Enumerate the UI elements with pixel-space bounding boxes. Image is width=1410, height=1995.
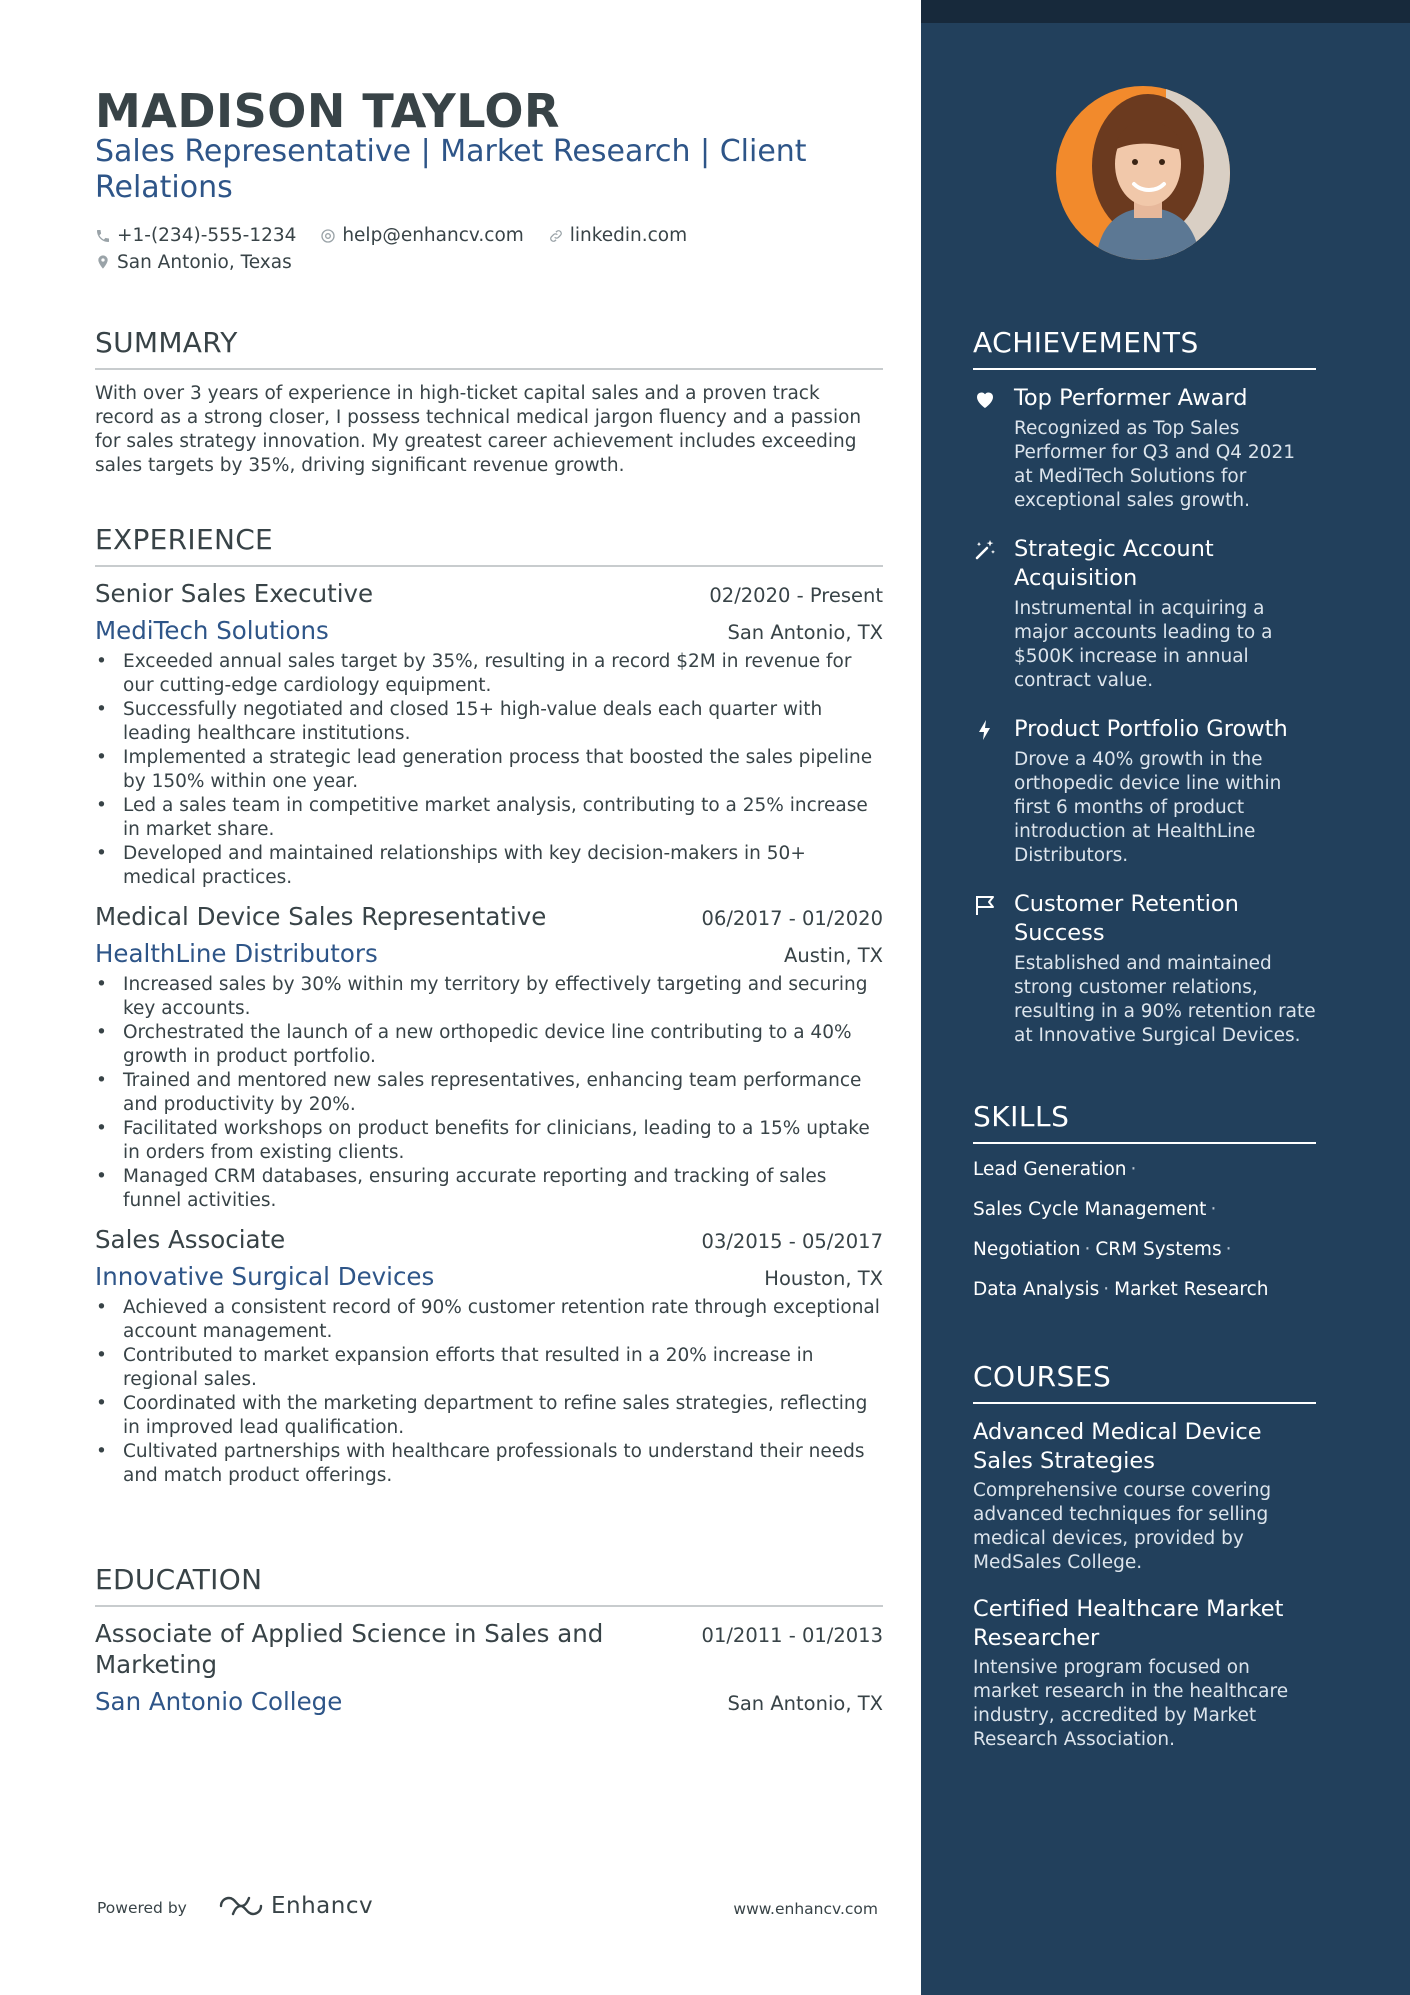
job-location: San Antonio, TX [727,621,883,644]
job-bullets [95,973,883,1213]
education-dates: 01/2011 - 01/2013 [701,1624,883,1647]
job-bullet: • Increased sales by 30% within my territory by effectively targeting and securing key accounts. [95,973,883,1021]
job-bullet: • Exceeded annual sales target by 35%, resulting in a record $2M in revenue for our cutting-edge cardiology equipment. [95,650,883,698]
job-bullet: • Achieved a consistent record of 90% customer retention rate through exceptional account management. [95,1296,883,1344]
sidebar [921,0,1410,1995]
job-company: Innovative Surgical Devices [95,1262,435,1291]
achievement-desc: Instrumental in acquiring a major accounts leading to a $500K increase in annual contract value. [1014,598,1273,691]
job-bullet: • Contributed to market expansion efforts that resulted in a 20% increase in regional sales. [95,1344,883,1392]
job-entry [95,1224,883,1488]
location-text: San Antonio, Texas [117,251,292,273]
degree-title: Associate of Applied Science in Sales and Marketing [95,1619,604,1679]
enhancv-logo[interactable] [217,1893,373,1919]
enhancv-brand-name: Enhancv [271,1893,374,1919]
skill-item: Lead Generation [973,1159,1127,1180]
phone-icon [95,228,111,244]
achievement-item [973,890,1316,1048]
job-bullet: • Coordinated with the marketing department to refine sales strategies, reflecting in improved lead qualification. [95,1392,883,1440]
achievement-item [973,715,1316,868]
site-url[interactable]: www.enhancv.com [733,1900,878,1918]
job-title: Sales Associate [95,1225,286,1254]
email-contact[interactable] [320,223,523,248]
courses-section [973,1360,1316,1772]
flag-icon [973,893,997,917]
achievement-desc: Recognized as Top Sales Performer for Q3 and Q4 2021 at MediTech Solutions for exceptional sales growth. [1014,418,1295,511]
job-location: Austin, TX [784,944,883,967]
skill-row [973,1198,1316,1222]
magic-wand-icon [973,538,997,562]
job-title: Medical Device Sales Representative [95,902,547,931]
course-title: Advanced Medical Device Sales Strategies [973,1419,1262,1474]
location-pin-icon [95,254,111,270]
job-bullet: • Implemented a strategic lead generation process that boosted the sales pipeline by 150% within one year. [95,746,883,794]
job-entry [95,901,883,1213]
course-desc: Intensive program focused on market research in the healthcare industry, accredited by Market Research Association. [973,1657,1289,1750]
skill-separator: · [1084,1239,1091,1260]
phone-text: +1-(234)-555-1234 [117,225,297,246]
achievement-item [973,384,1316,513]
job-company: HealthLine Distributors [95,939,378,968]
achievement-title: Customer Retention Success [1014,891,1239,946]
job-dates: 03/2015 - 05/2017 [701,1230,883,1253]
linkedin-text: linkedin.com [569,225,688,246]
job-dates: 06/2017 - 01/2020 [701,907,883,930]
at-sign-icon [320,228,336,244]
enhancv-logo-icon [217,1893,265,1919]
linkedin-contact[interactable] [548,223,687,248]
job-bullets [95,1296,883,1488]
skill-item: Sales Cycle Management [973,1199,1207,1220]
education-section [95,1563,883,1716]
achievements-section [973,326,1316,1070]
skill-row [973,1158,1316,1182]
job-entry [95,578,883,890]
education-heading: EDUCATION [95,1563,883,1607]
contact-info [95,223,883,276]
job-bullet: • Led a sales team in competitive market analysis, contributing to a 25% increase in market share. [95,794,883,842]
job-location: Houston, TX [764,1267,883,1290]
job-company: MediTech Solutions [95,616,329,645]
footer [97,1893,882,1927]
candidate-headline: Sales Representative | Market Research | Client Relations [95,134,807,205]
candidate-name: MADISON TAYLOR [95,84,560,138]
course-item [973,1418,1316,1575]
job-bullet: • Trained and mentored new sales representatives, enhancing team performance and productivity by 20%. [95,1069,883,1117]
job-bullet: • Cultivated partnerships with healthcare professionals to understand their needs and match product offerings. [95,1440,883,1488]
location-contact [95,250,292,275]
skill-separator: · [1210,1199,1217,1220]
skill-item: CRM Systems [1095,1239,1222,1260]
lightning-bolt-icon [973,718,997,742]
summary-text: With over 3 years of experience in high-ticket capital sales and a proven track record as a strong closer, I possess technical medical jargon fluency and a passion for sales strategy innovation. My greatest career achievement includes exceeding sales targets by 35%, driving significant revenue growth. [95,383,862,476]
experience-heading: EXPERIENCE [95,523,883,567]
job-dates: 02/2020 - Present [709,584,883,607]
email-text: help@enhancv.com [342,225,524,246]
job-title: Senior Sales Executive [95,579,374,608]
skill-separator: · [1225,1239,1232,1260]
job-bullet: • Managed CRM databases, ensuring accurate reporting and tracking of sales funnel activities. [95,1165,883,1213]
achievements-heading: ACHIEVEMENTS [973,326,1316,370]
job-bullet: • Developed and maintained relationships with key decision-makers in 50+ medical practices. [95,842,883,890]
experience-section [95,523,883,1488]
phone-contact[interactable] [95,223,296,248]
summary-section [95,326,883,478]
achievement-title: Top Performer Award [1014,385,1248,411]
profile-photo [1056,86,1230,260]
courses-heading: COURSES [973,1360,1316,1404]
education-entry [95,1618,883,1716]
skills-heading: SKILLS [973,1100,1316,1144]
job-bullet: • Orchestrated the launch of a new orthopedic device line contributing to a 40% growth in product portfolio. [95,1021,883,1069]
avatar-portrait [1056,86,1230,260]
school-name: San Antonio College [95,1687,343,1716]
achievement-title: Product Portfolio Growth [1014,716,1288,742]
course-title: Certified Healthcare Market Researcher [973,1596,1284,1651]
achievement-title: Strategic Account Acquisition [1014,536,1214,591]
skills-section [973,1100,1316,1318]
course-desc: Comprehensive course covering advanced techniques for selling medical devices, provided by MedSales College. [973,1480,1272,1573]
achievement-item [973,535,1316,693]
skill-item: Negotiation [973,1239,1081,1260]
link-icon [548,228,564,244]
skill-row [973,1278,1316,1302]
job-bullets [95,650,883,890]
school-location: San Antonio, TX [727,1692,883,1715]
skill-separator: · [1103,1279,1110,1300]
achievement-desc: Drove a 40% growth in the orthopedic device line within first 6 months of product introduction at HealthLine Distributors. [1014,749,1282,866]
course-item [973,1595,1316,1752]
heart-icon [973,387,997,411]
skill-item: Data Analysis [973,1279,1100,1300]
achievement-desc: Established and maintained strong customer relations, resulting in a 90% retention rate at Innovative Surgical Devices. [1014,953,1316,1046]
powered-by-label: Powered by [97,1899,187,1917]
skill-item: Market Research [1114,1279,1269,1300]
sidebar-top-bar [921,0,1410,23]
job-bullet: • Facilitated workshops on product benefits for clinicians, leading to a 15% uptake in orders from existing clients. [95,1117,883,1165]
job-bullet: • Successfully negotiated and closed 15+ high-value deals each quarter with leading healthcare institutions. [95,698,883,746]
skill-row [973,1238,1316,1262]
summary-heading: SUMMARY [95,326,883,370]
skill-separator: · [1130,1159,1137,1180]
